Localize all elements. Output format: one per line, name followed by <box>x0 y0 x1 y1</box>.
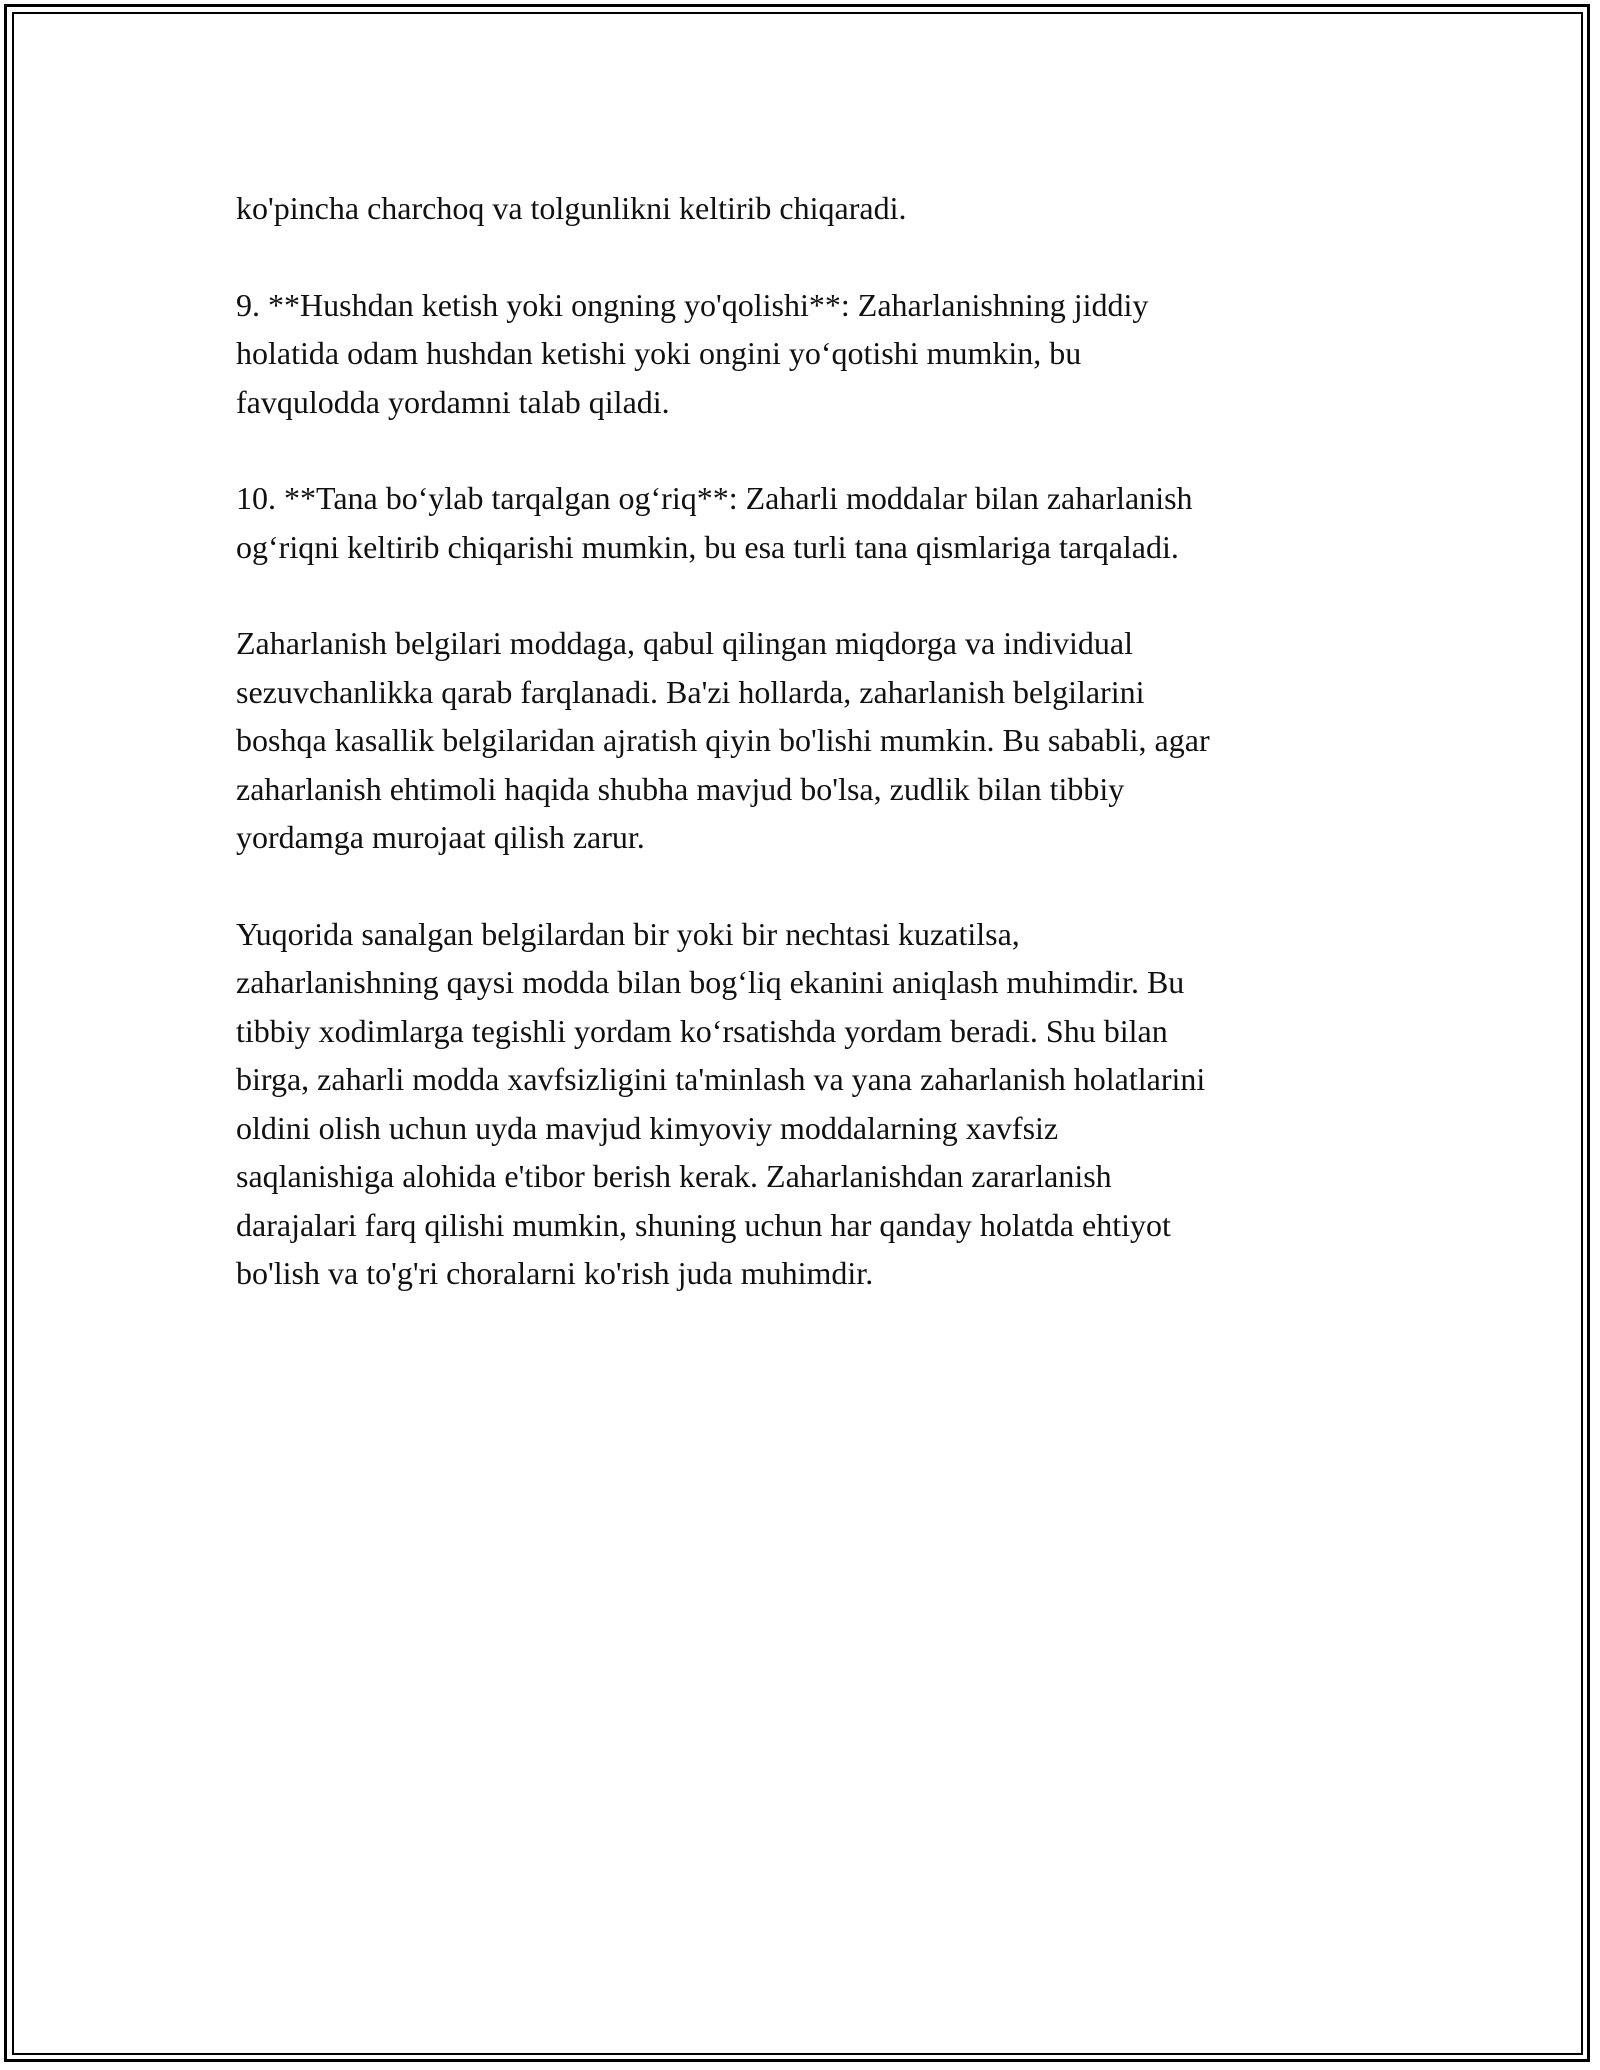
paragraph-conclusion <box>236 910 1366 1298</box>
paragraph-fatigue-continuation <box>236 184 1366 233</box>
text-line: og‘riqni keltirib chiqarishi mumkin, bu esa turli tana qismlariga tarqaladi. <box>236 528 1179 565</box>
text-line: bo'lish va to'g'ri choralarni ko'rish juda muhimdir. <box>236 1255 874 1291</box>
text-line: Yuqorida sanalgan belgilardan bir yoki bir nechtasi kuzatilsa, <box>236 915 1020 952</box>
text-line: ko'pincha charchoq va tolgunlikni keltirib chiqaradi. <box>236 190 907 226</box>
text-line: 9. **Hushdan ketish yoki ongning yo'qolishi**: Zaharlanishning jiddiy <box>236 286 1149 323</box>
text-line: Zaharlanish belgilari moddaga, qabul qilingan miqdorga va individual <box>236 625 1133 661</box>
text-line: darajalari farq qilishi mumkin, shuning uchun har qanday holatda ehtiyot <box>236 1206 1171 1243</box>
document-body <box>236 184 1366 1298</box>
text-line: holatida odam hushdan ketishi yoki ongini yo‘qotishi mumkin, bu <box>236 335 1082 371</box>
paragraph-item-10-body-pain <box>236 474 1366 571</box>
text-line: zaharlanishning qaysi modda bilan bog‘liq ekanini aniqlash muhimdir. Bu <box>236 964 1185 1000</box>
text-line: sezuvchanlikka qarab farqlanadi. Ba'zi hollarda, zaharlanish belgilarini <box>236 673 1145 710</box>
text-line: oldini olish uchun uyda mavjud kimyoviy moddalarning xavfsiz <box>236 1109 1059 1146</box>
text-line: 10. **Tana bo‘ylab tarqalgan og‘riq**: Zaharli moddalar bilan zaharlanish <box>236 480 1193 516</box>
text-line: tibbiy xodimlarga tegishli yordam ko‘rsatishda yordam beradi. Shu bilan <box>236 1012 1168 1049</box>
paragraph-item-9-loss-of-consciousness <box>236 281 1366 427</box>
text-line: zaharlanish ehtimoli haqida shubha mavjud bo'lsa, zudlik bilan tibbiy <box>236 770 1125 807</box>
text-line: saqlanishiga alohida e'tibor berish kerak. Zaharlanishdan zararlanish <box>236 1158 1112 1194</box>
text-line: birga, zaharli modda xavfsizligini ta'minlash va yana zaharlanish holatlarini <box>236 1061 1206 1097</box>
text-line: yordamga murojaat qilish zarur. <box>236 819 645 855</box>
text-line: favqulodda yordamni talab qiladi. <box>236 383 670 420</box>
text-line: boshqa kasallik belgilaridan ajratish qiyin bo'lishi mumkin. Bu sababli, agar <box>236 722 1210 758</box>
paragraph-symptom-variation <box>236 619 1366 862</box>
